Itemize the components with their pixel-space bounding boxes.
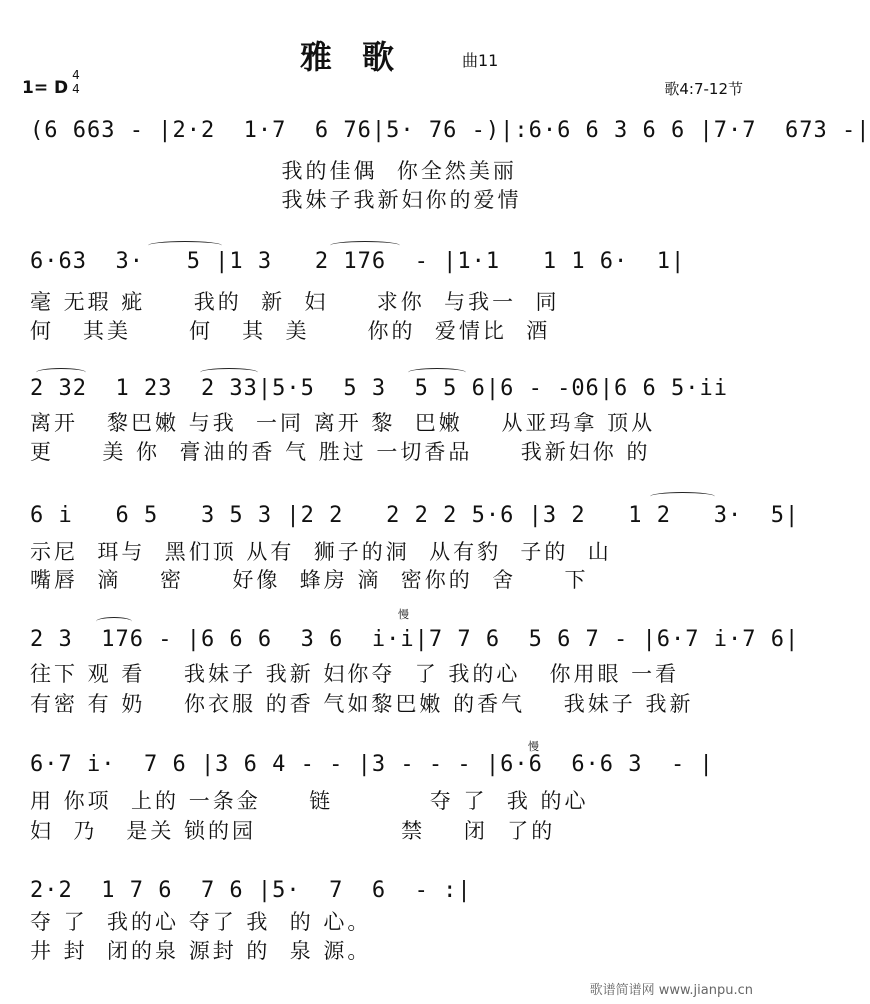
lyrics-row-3-line-1: 离开 黎巴嫩 与我 一同 离开 黎 巴嫩 从亚玛拿 顶从 (30, 411, 656, 435)
slur-mark (408, 368, 466, 377)
lyrics-row-3-line-2: 更 美 你 膏油的香 气 胜过 一切香品 我新妇你 的 (30, 440, 651, 464)
lyrics-row-5-line-2: 有密 有 奶 你衣服 的香 气如黎巴嫩 的香气 我妹子 我新 (30, 692, 694, 716)
slur-mark (650, 492, 715, 501)
slur-mark (330, 241, 400, 250)
lyrics-row-6-line-2: 妇 乃 是关 锁的园 禁 闭 了的 (30, 819, 556, 843)
slur-mark (96, 617, 132, 626)
lyrics-row-2-line-1: 毫 无瑕 疵 我的 新 妇 求你 与我一 同 (30, 290, 560, 314)
lyrics-row-4-line-2: 嘴唇 滴 密 好像 蜂房 滴 密你的 舍 下 (30, 568, 589, 592)
lyrics-row-7-line-1: 夺 了 我的心 夺了 我 的 心。 (30, 910, 372, 934)
notes-row-5: 2 3 176 - |6 6 6 3 6 i·i|7 7 6 5 6 7 - |6·7 i·7 6| (30, 627, 800, 652)
lyrics-row-4-line-1: 示尼 珥与 黑们顶 从有 狮子的洞 从有豹 子的 山 (30, 540, 612, 564)
slur-mark (36, 368, 86, 377)
lyrics-row-6-line-1: 用 你项 上的 一条金 链 夺 了 我 的心 (30, 789, 589, 813)
notes-row-6: 6·7 i· 7 6 |3 6 4 - - |3 - - - |6·6 6·6 3 - | (30, 752, 714, 777)
tempo-mark-slow: 慢 (528, 740, 539, 753)
notes-row-3: 2 32 1 23 2 33|5·5 5 3 5 5 6|6 - -06|6 6 5·ii (30, 376, 729, 401)
time-sig-bottom: 4 (72, 82, 80, 96)
notes-row-4: 6 i 6 5 3 5 3 |2 2 2 2 2 5·6 |3 2 1 2 3· 5| (30, 503, 800, 528)
page-title: 雅歌 (300, 38, 425, 76)
notes-row-1: (6 663 - |2·2 1·7 6 76|5· 76 -)|:6·6 6 3 6 6 |7·7 673 -| (30, 118, 870, 143)
time-signature (70, 68, 82, 96)
subtitle: 曲11 (462, 51, 499, 70)
site-watermark: 歌谱简谱网 www.jianpu.cn (589, 983, 753, 998)
key-signature: 1= D (22, 78, 69, 98)
scripture-reference: 歌4:7-12节 (664, 80, 743, 98)
lyrics-row-1-line-1: 我的佳偶 你全然美丽 (30, 159, 517, 183)
slur-mark (148, 241, 222, 250)
notes-row-7: 2·2 1 7 6 7 6 |5· 7 6 - :| (30, 878, 472, 903)
lyrics-row-1-line-2: 我妹子我新妇你的爱情 (30, 188, 522, 212)
time-sig-top: 4 (72, 68, 80, 82)
lyrics-row-2-line-2: 何 其美 何 其 美 你的 爱情比 酒 (30, 319, 551, 343)
notes-row-2: 6·63 3· 5 |1 3 2 176 - |1·1 1 1 6· 1| (30, 249, 686, 274)
tempo-mark-slow: 慢 (398, 608, 409, 621)
lyrics-row-7-line-2: 井 封 闭的泉 源封 的 泉 源。 (30, 939, 372, 963)
lyrics-row-5-line-1: 往下 观 看 我妹子 我新 妇你夺 了 我的心 你用眼 一看 (30, 662, 680, 686)
slur-mark (200, 368, 258, 377)
